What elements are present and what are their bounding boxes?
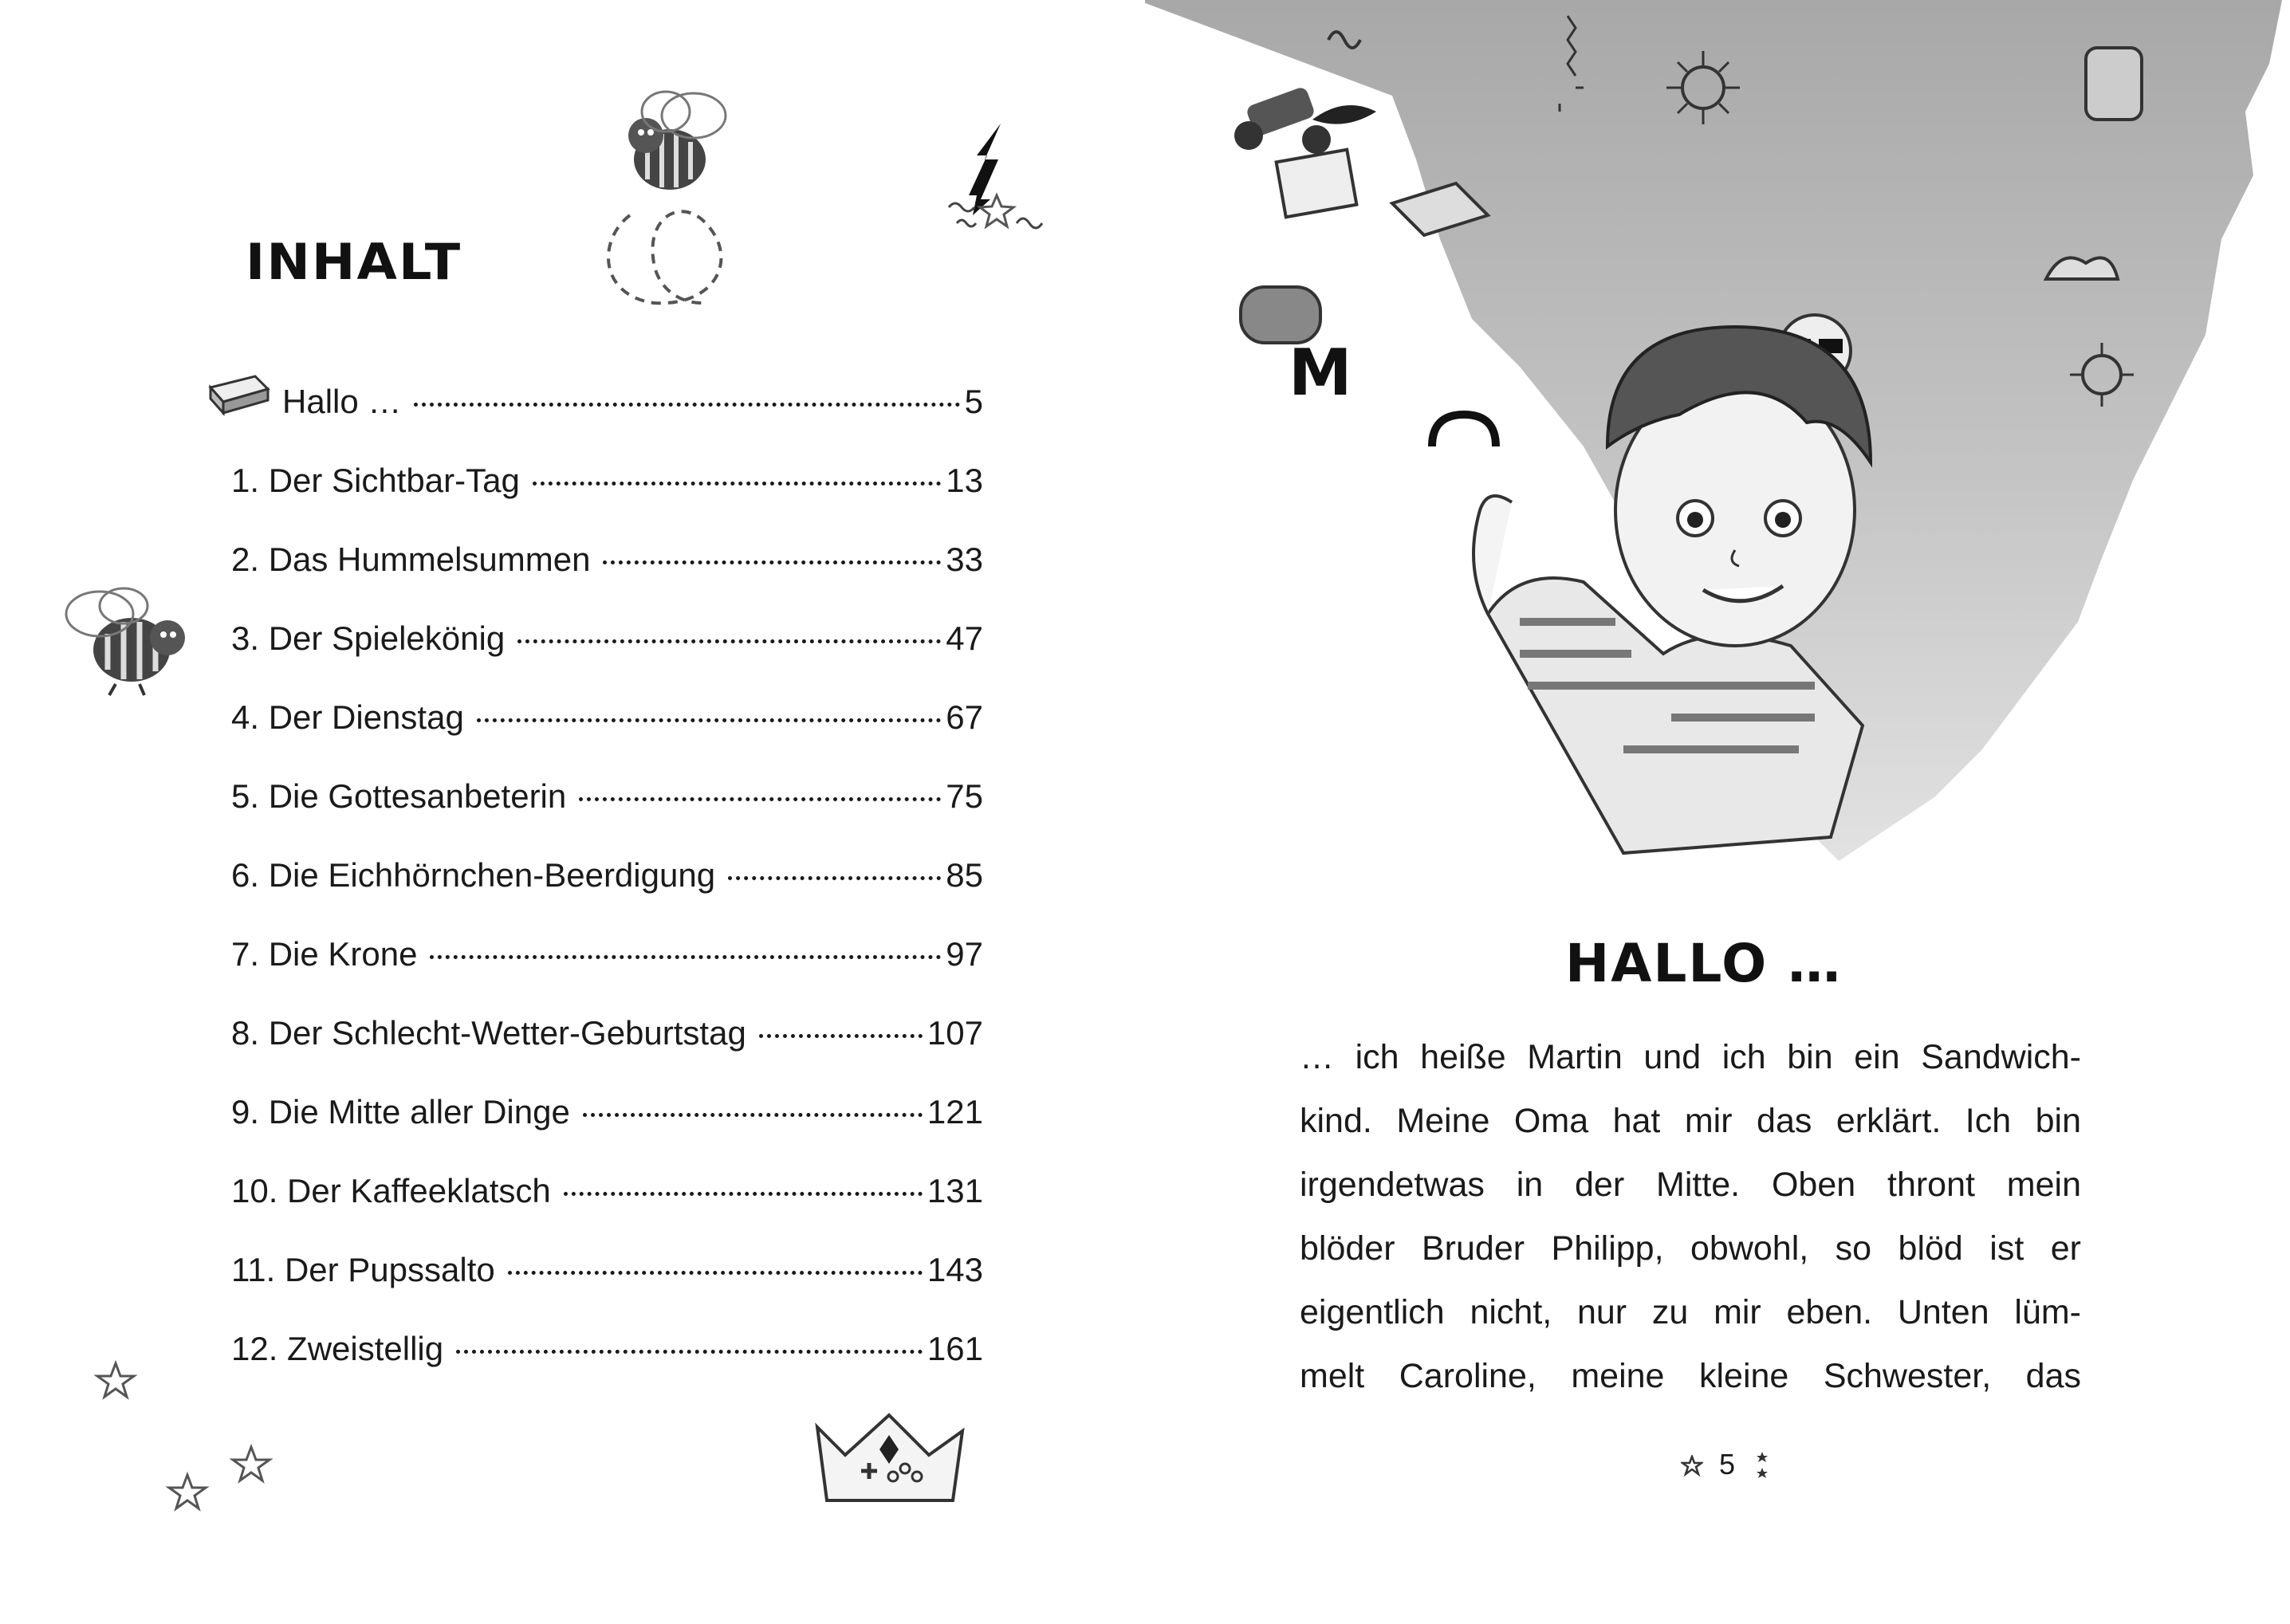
toc-leader — [583, 1113, 923, 1117]
star-icon — [1751, 1450, 1773, 1482]
toc-title: 7. Die Krone — [231, 935, 418, 973]
toc-leader — [430, 955, 941, 959]
bee-icon — [582, 80, 765, 311]
toc-leader — [533, 482, 941, 486]
toc-title: Hallo … — [282, 383, 402, 420]
toc-row[interactable] — [231, 1093, 983, 1149]
toc-leader — [508, 1271, 923, 1275]
page-title: INHALT — [246, 233, 462, 291]
toc-title: 1. Der Sichtbar-Tag — [231, 462, 520, 499]
toc-page: 13 — [946, 462, 983, 499]
lightning-icon — [941, 120, 1060, 239]
chapter-text — [1300, 1025, 2081, 1408]
text-line: eigentlich nicht, nur zu mir eben. Unten lüm- — [1300, 1293, 2081, 1331]
toc-title: 9. Die Mitte aller Dinge — [231, 1093, 570, 1131]
right-page — [1145, 0, 2290, 1624]
toc-leader — [517, 639, 941, 643]
toc-leader — [477, 718, 941, 722]
text-line: kind. Meine Oma hat mir das erklärt. Ich bin — [1300, 1102, 2081, 1140]
toc-page: 143 — [927, 1251, 983, 1288]
toc-leader — [728, 876, 941, 880]
toc-title: 3. Der Spielekönig — [231, 619, 506, 657]
toc-leader — [579, 797, 941, 801]
toc-row[interactable] — [231, 541, 983, 596]
toc-page: 5 — [964, 383, 983, 420]
toc-title: 8. Der Schlecht-Wetter-Geburtstag — [231, 1014, 746, 1052]
chapter-heading: HALLO … — [1565, 933, 1843, 994]
toc-title: 10. Der Kaffeeklatsch — [231, 1172, 551, 1209]
toc-title: 4. Der Dienstag — [231, 698, 464, 736]
boy-illustration — [1145, 0, 2290, 877]
toc-row[interactable] — [231, 856, 983, 912]
toc-title: 2. Das Hummelsummen — [231, 541, 591, 578]
toc-leader — [759, 1034, 923, 1038]
text-line: … ich heiße Martin und ich bin ein Sandwich- — [1300, 1038, 2081, 1076]
text-line: blöder Bruder Philipp, obwohl, so blöd ist er — [1300, 1229, 2081, 1268]
page-number — [1681, 1448, 1773, 1482]
toc-page: 107 — [927, 1014, 983, 1052]
toc-page: 131 — [927, 1172, 983, 1209]
toc-row[interactable] — [231, 383, 983, 438]
star-icon — [92, 1355, 283, 1531]
illustration-letter: M — [1289, 336, 1352, 410]
star-icon — [1681, 1455, 1703, 1477]
toc-row[interactable] — [231, 777, 983, 833]
toc-title: 12. Zweistellig — [231, 1330, 444, 1367]
text-line: melt Caroline, meine kleine Schwester, das — [1300, 1357, 2081, 1395]
text-line: irgendetwas in der Mitte. Oben thront mein — [1300, 1166, 2081, 1204]
toc-row[interactable] — [231, 935, 983, 991]
toc-row[interactable] — [231, 1251, 983, 1307]
toc-page: 75 — [946, 777, 983, 815]
toc-leader — [456, 1350, 923, 1354]
toc-page: 85 — [946, 856, 983, 894]
toc-leader — [603, 560, 941, 564]
bee-icon — [60, 582, 195, 702]
toc-title: 11. Der Pupssalto — [231, 1251, 495, 1288]
toc-page: 97 — [946, 935, 983, 973]
toc-page: 67 — [946, 698, 983, 736]
toc-page: 121 — [927, 1093, 983, 1131]
page-number-text: 5 — [1719, 1448, 1736, 1480]
sandwich-icon — [207, 372, 271, 418]
toc-leader — [564, 1192, 923, 1196]
toc-row[interactable] — [231, 1330, 983, 1386]
toc-leader — [414, 403, 959, 407]
toc-page: 33 — [946, 541, 983, 578]
toc-title: 5. Die Gottesanbeterin — [231, 777, 567, 815]
toc-page: 47 — [946, 619, 983, 657]
toc-row[interactable] — [231, 462, 983, 517]
toc-title: 6. Die Eichhörnchen-Beerdigung — [231, 856, 716, 894]
toc-page: 161 — [927, 1330, 983, 1367]
toc-row[interactable] — [231, 619, 983, 675]
toc-row[interactable] — [231, 1014, 983, 1070]
toc-row[interactable] — [231, 698, 983, 754]
toc-row[interactable] — [231, 1172, 983, 1228]
crown-icon — [809, 1411, 969, 1515]
